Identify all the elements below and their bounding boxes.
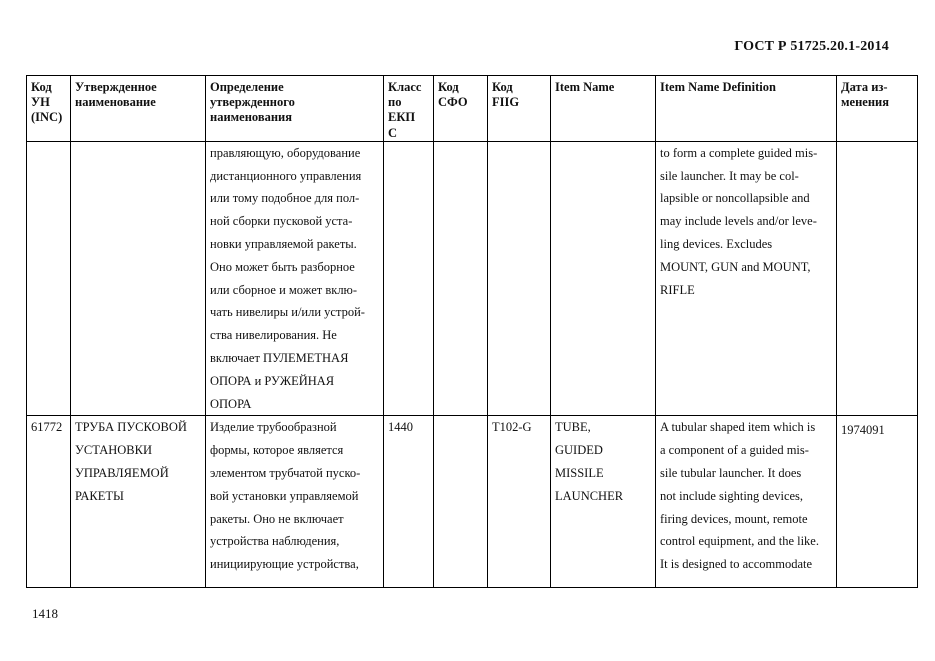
- text-line: инициирующие устройства,: [210, 557, 359, 572]
- text-line: утвержденного: [210, 95, 295, 110]
- fiig-cell: [488, 141, 551, 416]
- text-line: Item Name Definition: [660, 80, 776, 94]
- text-line: ОПОРА: [210, 396, 252, 411]
- inc-cell: 61772: [27, 416, 71, 588]
- text-line: Утвержденное: [75, 80, 157, 94]
- text-line: чать нивелиры и/или устрой-: [210, 305, 365, 320]
- change-date-cell: [837, 141, 918, 416]
- approved-definition-cell: [206, 141, 384, 416]
- col-header-item-name: [551, 76, 656, 142]
- text-line: Код: [31, 80, 52, 94]
- text-line: РАКЕТЫ: [75, 488, 124, 503]
- text-line: ной сборки пусковой уста-: [210, 214, 353, 229]
- text-line: TUBE,: [555, 420, 591, 435]
- approved-name-cell: [71, 141, 206, 416]
- text-line: sile launcher. It may be col-: [660, 168, 799, 183]
- text-line: to form a complete guided mis-: [660, 145, 818, 160]
- text-line: sile tubular launcher. It does: [660, 465, 802, 480]
- col-header-inc: [27, 76, 71, 142]
- text-line: It is designed to accommodate: [660, 557, 813, 572]
- approved-definition-cell: [206, 416, 384, 588]
- text-line: Код: [492, 80, 513, 94]
- fiig-cell: T102-G: [488, 416, 551, 588]
- text-line: дистанционного управления: [210, 168, 362, 183]
- change-date-cell: 1974091: [837, 416, 918, 588]
- text-line: Определение: [210, 80, 284, 94]
- text-line: наименования: [210, 110, 293, 125]
- col-header-fiig: [488, 76, 551, 142]
- text-line: формы, которое является: [210, 443, 344, 458]
- inc-cell: [27, 141, 71, 416]
- sfo-cell: [434, 416, 488, 588]
- text-line: not include sighting devices,: [660, 488, 804, 503]
- text-line: УСТАНОВКИ: [75, 443, 152, 458]
- item-name-cell: [551, 416, 656, 588]
- text-line: A tubular shaped item which is: [660, 420, 816, 435]
- text-line: Изделие трубообразной: [210, 420, 337, 435]
- col-header-approved-definition: [206, 76, 384, 142]
- text-line: lapsible or noncollapsible and: [660, 191, 810, 206]
- text-line: MOUNT, GUN and MOUNT,: [660, 259, 811, 274]
- text-line: Код: [438, 80, 459, 94]
- text-line: СФО: [438, 95, 468, 110]
- approved-name-cell: [71, 416, 206, 588]
- text-line: GUIDED: [555, 443, 603, 458]
- text-line: Item Name: [555, 80, 615, 94]
- text-line: наименование: [75, 95, 156, 110]
- col-header-class: [384, 76, 434, 142]
- text-line: FIIG: [492, 95, 520, 110]
- class-cell: [384, 141, 434, 416]
- text-line: менения: [841, 95, 889, 110]
- text-line: или сборное и может вклю-: [210, 282, 358, 297]
- text-line: ракеты. Оно не включает: [210, 511, 344, 526]
- text-line: RIFLE: [660, 282, 695, 297]
- text-line: элементом трубчатой пуско-: [210, 465, 361, 480]
- text-line: С: [388, 125, 398, 140]
- item-name-cell: [551, 141, 656, 416]
- item-definition-cell: [656, 141, 837, 416]
- item-definition-cell: [656, 416, 837, 588]
- text-line: control equipment, and the like.: [660, 534, 819, 549]
- text-line: ОПОРА и РУЖЕЙНАЯ: [210, 373, 335, 388]
- text-line: (INC): [31, 110, 63, 125]
- text-line: правляющую, оборудование: [210, 145, 361, 160]
- class-cell: 1440: [384, 416, 434, 588]
- text-line: ling devices. Excludes: [660, 237, 773, 251]
- col-header-change-date: [837, 76, 918, 142]
- standard-code: ГОСТ Р 51725.20.1-2014: [734, 39, 889, 54]
- header-row: [27, 76, 918, 142]
- sfo-cell: [434, 141, 488, 416]
- text-line: по: [388, 95, 402, 110]
- text-line: may include levels and/or leve-: [660, 214, 817, 229]
- text-line: или тому подобное для пол-: [210, 191, 360, 206]
- text-line: MISSILE: [555, 465, 604, 480]
- col-header-approved-name: [71, 76, 206, 142]
- page-number: 1418: [32, 606, 58, 621]
- text-line: новки управляемой ракеты.: [210, 237, 357, 251]
- table-row: [27, 416, 918, 588]
- col-header-item-name-definition: [656, 76, 837, 142]
- text-line: firing devices, mount, remote: [660, 511, 808, 526]
- text-line: УН: [31, 95, 50, 110]
- text-line: устройства наблюдения,: [210, 534, 340, 549]
- text-line: Класс: [388, 80, 422, 94]
- text-line: вой установки управляемой: [210, 488, 359, 503]
- text-line: УПРАВЛЯЕМОЙ: [75, 465, 169, 480]
- table-row: [27, 141, 918, 416]
- text-line: Оно может быть разборное: [210, 259, 355, 274]
- text-line: Дата из-: [841, 80, 888, 94]
- text-line: LAUNCHER: [555, 488, 624, 503]
- text-line: ства нивелирования. Не: [210, 328, 337, 343]
- text-line: ЕКП: [388, 110, 416, 125]
- text-line: a component of a guided mis-: [660, 443, 809, 458]
- text-line: включает ПУЛЕМЕТНАЯ: [210, 350, 349, 365]
- col-header-sfo: [434, 76, 488, 142]
- text-line: ТРУБА ПУСКОВОЙ: [75, 420, 187, 435]
- catalog-table: [26, 75, 918, 588]
